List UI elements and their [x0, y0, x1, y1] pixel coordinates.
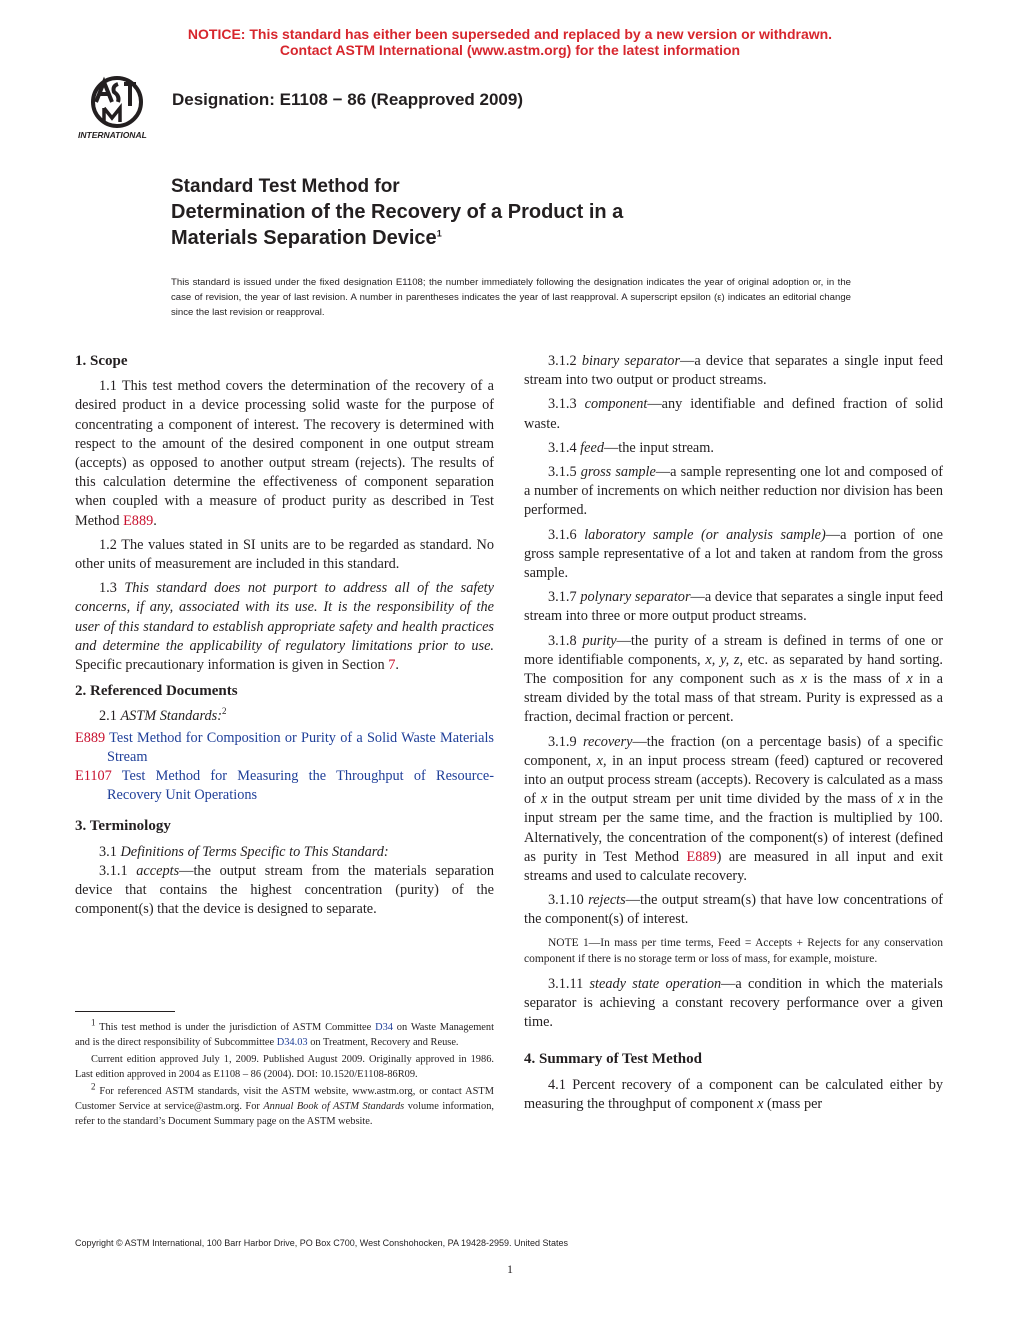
paragraph-4-1-text-a: 4.1 Percent recovery of a component can be calculated either by measuring the throughput of component: [524, 1076, 943, 1112]
term-recovery-x3: x: [897, 791, 905, 808]
paragraph-1-3-num: 1.3: [99, 580, 125, 597]
document-title: [171, 175, 623, 251]
term-purity-x1: x: [800, 671, 807, 688]
term-purity-def-a: —the purity of a stream is defined in terms of one or more identifiable components,: [524, 632, 943, 668]
issued-note: This standard is issued under the fixed designation E1108; the number immediately following the designation indicates the year of original adoption or, in the case of revision, the year of last revision. A number in parentheses indicates the year of last reapproval. A superscript epsilon (ε) indicates an editorial change since the last revision or reapproval.: [171, 277, 851, 318]
footnote-1-mark: 1: [91, 1017, 96, 1028]
paragraph-1-3-rest: Specific precautionary information is given in Section: [75, 657, 389, 674]
term-rejects-term: rejects: [588, 892, 626, 909]
link-section-7[interactable]: 7: [388, 657, 396, 674]
reference-e1107-title[interactable]: Test Method for Measuring the Throughput of Resource-Recovery Unit Operations: [107, 768, 494, 804]
footnote-2-mark: 2: [91, 1081, 96, 1092]
term-recovery-def-e: ) are measured in all input and exit streams and used to calculate recovery.: [524, 848, 943, 885]
term-component: [524, 395, 943, 433]
astm-logo: [74, 72, 160, 144]
term-polynary-separator-def: —a device that separates a single input feed stream into three or more output product streams.: [524, 589, 943, 625]
term-feed-term: feed: [580, 439, 604, 456]
reference-e889-title[interactable]: Test Method for Composition or Purity of a Solid Waste Materials Stream: [105, 729, 494, 765]
term-gross-sample-term: gross sample: [580, 464, 656, 481]
term-binary-separator-def: —a device that separates a single input feed stream into two output or product streams.: [524, 353, 943, 389]
footnote-current-edition: Current edition approved July 1, 2009. Published August 2009. Originally approved in 1986. Last edition approved in 2004 as E1108 – 86 (2004). DOI: 10.1520/E1108-86R09.: [75, 1054, 494, 1080]
footnote-1-text-b: on Waste Management and is the direct responsibility of Subcommittee: [75, 1022, 494, 1048]
term-purity: [524, 632, 943, 728]
term-purity-def-b: etc. as separated by hand sorting. The composition for any component such as: [524, 651, 943, 688]
term-recovery-def-c: in the output stream per unit time divided by the mass of: [547, 791, 898, 808]
term-accepts-term: accepts: [136, 862, 180, 879]
term-laboratory-sample-def: —a portion of one gross sample representative of a lot and taken at random from the gross sample.: [524, 526, 944, 582]
paragraph-1-1: [75, 377, 494, 531]
right-column: [524, 352, 943, 1119]
term-steady-state-operation: [524, 975, 943, 1033]
paragraph-1-1-text: 1.1 This test method covers the determination of the recovery of a desired product in a device processing solid waste for the purpose of concentrating a component of interest. The recovery is determined with respect to the amount of the desired component in one output stream (accepts) as opposed to another output stream (rejects). The results of this calculation determine the effectiveness of component separation when coupled with a measure of product purity as described in Test Method: [75, 378, 494, 529]
copyright: Copyright © ASTM International, 100 Barr Harbor Drive, PO Box C700, West Conshohocken, PA 19428-2959. United States: [75, 1238, 569, 1248]
link-d34-03[interactable]: D34.03: [276, 1037, 308, 1048]
paragraph-3-1-num: 3.1: [99, 843, 121, 860]
title-line-1: Standard Test Method for: [171, 176, 400, 197]
term-recovery-num: 3.1.9: [548, 733, 583, 750]
term-feed-num: 3.1.4: [548, 439, 581, 456]
term-feed: [524, 439, 943, 458]
note-1: NOTE 1—In mass per time terms, Feed = Accepts + Rejects for any conservation component if there is no storage term or loss of mass, for example, moisture.: [524, 936, 943, 965]
notice-line-2: Contact ASTM International (www.astm.org) for the latest information: [279, 42, 741, 58]
term-gross-sample-num: 3.1.5: [548, 464, 581, 481]
paragraph-1-1-end: .: [153, 512, 157, 529]
paragraph-2-1-italic: ASTM Standards:: [120, 708, 222, 725]
term-accepts: [75, 862, 494, 920]
left-column: [75, 352, 494, 924]
paragraph-1-2: 1.2 The values stated in SI units are to be regarded as standard. No other units of measurement are included in this standard.: [75, 536, 494, 573]
term-purity-vars: x, y, z,: [705, 651, 744, 668]
paragraph-2-1: [75, 707, 494, 726]
reference-e1107-code[interactable]: E1107: [75, 768, 112, 785]
term-polynary-separator-num: 3.1.7: [548, 589, 581, 606]
footnote-1-text-c: on Treatment, Recovery and Reuse.: [307, 1037, 459, 1048]
paragraph-2-1-num: 2.1: [99, 708, 121, 725]
footnote-1-text-a: This test method is under the jurisdiction of ASTM Committee: [95, 1022, 376, 1033]
link-e889[interactable]: E889: [123, 512, 154, 529]
footnote-2-text-a: For referenced ASTM standards, visit the ASTM website, www.astm.org, or contact ASTM Customer Service at service@astm.org. For: [75, 1086, 494, 1112]
link-d34[interactable]: D34: [375, 1022, 393, 1033]
paragraph-4-1-x: x: [757, 1095, 764, 1112]
term-gross-sample-def: —a sample representing one lot and composed of a number of increments on which neither reduction nor division has been performed.: [524, 464, 943, 519]
reference-e889: [75, 729, 494, 767]
title-footnote-mark: 1: [436, 228, 442, 239]
term-component-def: —any identifiable and defined fraction of solid waste.: [524, 396, 944, 432]
term-purity-num: 3.1.8: [548, 632, 583, 649]
footnote-mark-2: 2: [222, 706, 227, 717]
section-heading-terminology: 3. Terminology: [75, 818, 171, 835]
term-recovery-def-a: —the fraction (on a percentage basis) of a specific component,: [524, 733, 943, 769]
term-binary-separator-num: 3.1.2: [548, 353, 582, 369]
section-heading-scope: 1. Scope: [75, 353, 128, 369]
footnote-rule: [75, 1011, 175, 1012]
notice-banner: [0, 26, 1020, 58]
term-purity-def-d: in a stream divided by the total mass of that stream. Purity is expressed as a fraction, decimal fraction or percent.: [524, 671, 943, 726]
term-accepts-num: 3.1.1: [99, 862, 137, 879]
reference-e1107: [75, 767, 494, 805]
term-steady-state-num: 3.1.11: [548, 975, 590, 992]
term-laboratory-sample-num: 3.1.6: [548, 526, 585, 543]
footnote-2: [75, 1081, 494, 1129]
term-recovery-def-b: , in an input process stream (feed) captured or recovered into an output process stream (accepts). Recovery is calculated as a mass of: [524, 752, 943, 808]
title-line-3-text: Materials Separation Device: [171, 227, 437, 249]
paragraph-3-1-italic: Definitions of Terms Specific to This Standard:: [120, 843, 389, 860]
term-recovery-def-d: in the input stream per the same time, and the fraction is multiplied by 100. Alternatively, the concentration of the component(s) of interest (defined as purity in Test Method: [524, 791, 943, 865]
term-polynary-separator-term: polynary separator: [580, 589, 691, 606]
term-recovery-x2: x: [541, 791, 548, 808]
term-rejects: [524, 891, 943, 929]
section-heading-referenced-documents: 2. Referenced Documents: [75, 683, 238, 700]
paragraph-1-3-end: .: [395, 657, 399, 674]
term-recovery: [524, 733, 943, 887]
term-laboratory-sample-term: laboratory sample (or analysis sample): [584, 526, 826, 543]
footnote-2-italic: Annual Book of ASTM Standards: [263, 1101, 405, 1112]
term-rejects-def: —the output stream(s) that have low concentrations of the component(s) of interest.: [524, 892, 943, 928]
designation: Designation: E1108 − 86 (Reapproved 2009): [172, 90, 524, 109]
term-binary-separator: [524, 352, 943, 390]
paragraph-1-3: [75, 579, 494, 675]
footnotes: [75, 1017, 494, 1131]
footnote-2-text-b: volume information, refer to the standard’s Document Summary page on the ASTM website.: [75, 1101, 494, 1127]
term-component-term: component: [584, 396, 648, 413]
paragraph-1-3-italic: This standard does not purport to address all of the safety concerns, if any, associated with its use. It is the responsibility of the user of this standard to establish appropriate safety and health practices and determine the applicability of regulatory limitations prior to use.: [75, 580, 494, 654]
title-line-2: Determination of the Recovery of a Product in a: [171, 201, 624, 223]
link-e889-recovery[interactable]: E889: [686, 848, 717, 865]
title-line-3: [171, 225, 623, 251]
term-component-num: 3.1.3: [548, 396, 585, 413]
section-heading-summary: 4. Summary of Test Method: [524, 1051, 702, 1068]
term-purity-term: purity: [582, 632, 617, 649]
footnote-1: [75, 1017, 494, 1050]
term-purity-x2: x: [906, 671, 913, 688]
term-gross-sample: [524, 463, 943, 521]
term-steady-state-def: —a condition in which the materials separator is achieving a constant recovery performance over a given time.: [524, 975, 943, 1031]
reference-e889-code[interactable]: E889: [75, 729, 106, 746]
term-purity-def-c: is the mass of: [806, 671, 907, 688]
notice-line-1: NOTICE: This standard has either been superseded and replaced by a new version or withdrawn.: [187, 26, 833, 42]
term-steady-state-term: steady state operation: [589, 975, 722, 992]
paragraph-4-1: [524, 1076, 943, 1114]
term-accepts-def: —the output stream from the materials separation device that contains the highest concentration (purity) of the component(s) that the device is designed to separate.: [75, 862, 495, 918]
term-binary-separator-term: binary separator: [581, 353, 681, 369]
term-polynary-separator: [524, 588, 943, 626]
page-number: 1: [507, 1262, 513, 1276]
term-recovery-x1: x: [596, 752, 603, 769]
paragraph-4-1-text-b: (mass per: [763, 1095, 823, 1112]
term-recovery-term: recovery: [582, 733, 633, 750]
term-feed-def: —the input stream.: [603, 439, 714, 456]
term-rejects-num: 3.1.10: [548, 892, 589, 909]
paragraph-3-1: [75, 843, 494, 862]
logo-label: INTERNATIONAL: [78, 130, 147, 140]
term-laboratory-sample: [524, 526, 943, 584]
